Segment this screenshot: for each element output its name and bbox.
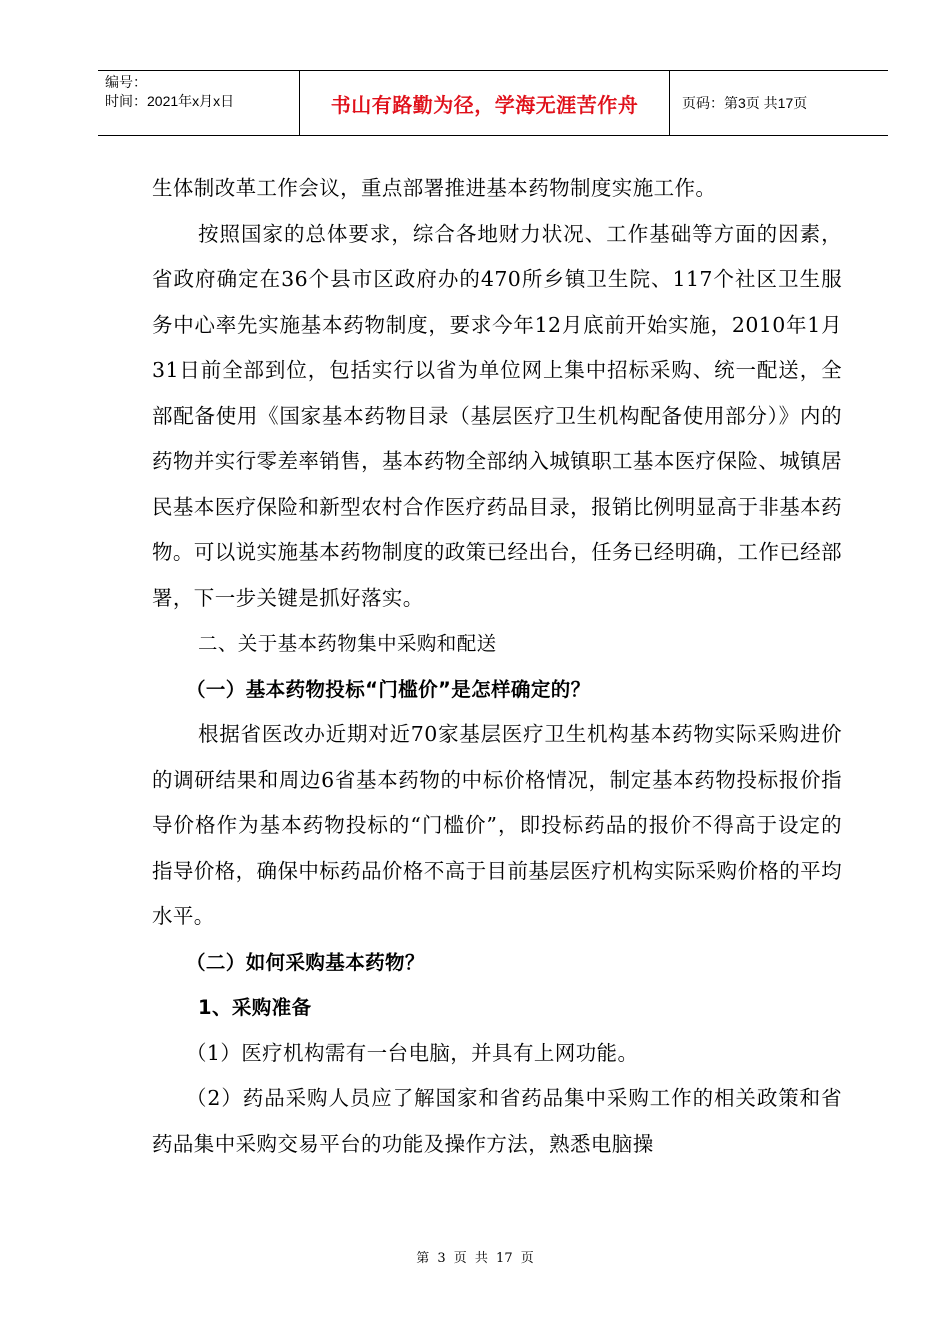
- page-header: [98, 70, 888, 136]
- list-item-1: （1）医疗机构需有一台电脑，并具有上网功能。: [186, 1040, 639, 1065]
- header-meta: [98, 71, 300, 135]
- paragraph-policy: 按照国家的总体要求，综合各地财力状况、工作基础等方面的因素，省政府确定在36个县市区政府办的470所乡镇卫生院、117个社区卫生服务中心率先实施基本药物制度，要求今年12月底前开始实施，2010年1月31日前全部到位，包括实行以省为单位网上集中招标采购、统一配送，全部配备使用《国家基本药物目录（基层医疗卫生机构配备使用部分）》内的药物并实行零差率销售，基本药物全部纳入城镇职工基本医疗保险、城镇居民基本医疗保险和新型农村合作医疗药品目录，报销比例明显高于非基本药物。可以说实施基本药物制度的政策已经出台，任务已经明确，工作已经部署，下一步关键是抓好落实。: [152, 221, 842, 610]
- paragraph-continued: 生体制改革工作会议，重点部署推进基本药物制度实施工作。: [152, 176, 717, 200]
- section-heading-2: 二、关于基本药物集中采购和配送: [198, 632, 497, 655]
- document-body: [152, 166, 842, 1167]
- header-motto: 书山有路勤为径，学海无涯苦作舟: [300, 71, 670, 135]
- page-footer: 第 3 页 共 17 页: [416, 1251, 534, 1266]
- header-page-info: 页码：第3页 共17页: [682, 95, 808, 111]
- time-label: 时间：2021年x月x日: [105, 93, 235, 109]
- number-label: 编号：: [105, 74, 147, 90]
- subsection-heading-2: （二）如何采购基本药物？: [186, 950, 425, 974]
- item-heading-1: 1、采购准备: [198, 996, 312, 1019]
- paragraph-threshold-price: 根据省医改办近期对近70家基层医疗卫生机构基本药物实际采购进价的调研结果和周边6省基本药物的中标价格情况，制定基本药物投标报价指导价格作为基本药物投标的“门槛价”，即投标药品的报价不得高于设定的指导价格，确保中标药品价格不高于目前基层医疗机构实际采购价格的平均水平。: [152, 722, 842, 928]
- subsection-heading-1: （一）基本药物投标“门槛价”是怎样确定的？: [186, 677, 591, 701]
- list-item-2: （2）药品采购人员应了解国家和省药品集中采购工作的相关政策和省药品集中采购交易平台的功能及操作方法，熟悉电脑操: [152, 1086, 842, 1156]
